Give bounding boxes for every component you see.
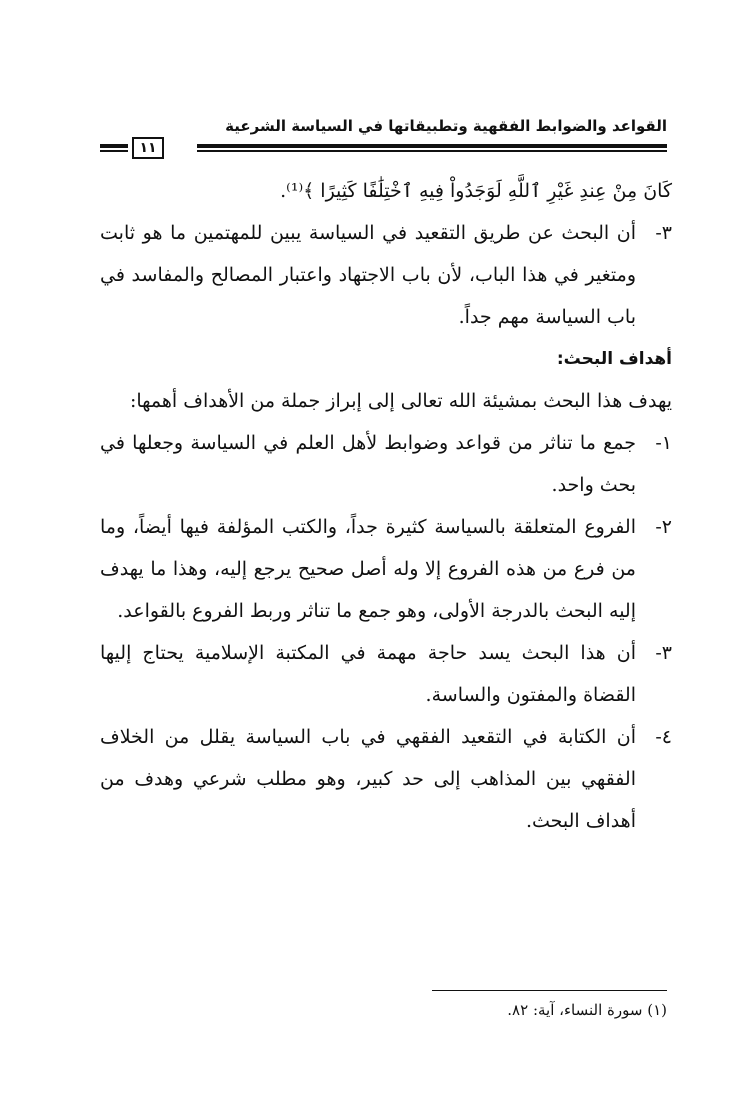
item-text: أن هذا البحث يسد حاجة مهمة في المكتبة الإسلامية يحتاج إليها القضاة والمفتون والساسة. [100, 642, 636, 706]
header-rule [197, 144, 667, 153]
list-item-point-3 [100, 212, 672, 338]
list-item [100, 422, 672, 506]
list-item [100, 716, 672, 842]
item-text: جمع ما تناثر من قواعد وضوابط لأهل العلم في السياسة وجعلها في بحث واحد. [100, 432, 636, 496]
body-text [100, 170, 672, 842]
section-heading: أهداف البحث: [556, 349, 672, 369]
goals-intro: يهدف هذا البحث بمشيئة الله تعالى إلى إبراز جملة من الأهداف أهمها: [129, 390, 672, 412]
header-rule-left [100, 144, 128, 153]
header-title: القواعد والضوابط الفقهية وتطبيقاتها في السياسة الشرعية [225, 117, 667, 135]
running-header [100, 117, 667, 165]
footnote: (١) سورة النساء، آية: ٨٢. [507, 1001, 667, 1019]
item-number: ٢- [655, 516, 672, 538]
item-number: ٣- [655, 642, 672, 664]
page-number: ١١ [132, 137, 164, 159]
list-item [100, 632, 672, 716]
item-number: ١- [655, 432, 672, 454]
item-number: ٣- [655, 222, 672, 244]
footnote-separator [432, 990, 667, 991]
item-text: أن الكتابة في التقعيد الفقهي في باب السياسة يقلل من الخلاف الفقهي بين المذاهب إلى حد كبير، وهو مطلب شرعي وهدف من أهداف البحث. [100, 726, 636, 832]
item-text: الفروع المتعلقة بالسياسة كثيرة جداً، والكتب المؤلفة فيها أيضاً، وما من فرع من هذه الفروع إلا وله أصل صحيح يرجع إليه، وهذا ما يهدف إليه البحث بالدرجة الأولى، وهو جمع ما تناثر وربط الفروع بالقواعد. [100, 516, 636, 622]
list-item [100, 506, 672, 632]
item-text: أن البحث عن طريق التقعيد في السياسة يبين للمهتمين ما هو ثابت ومتغير في هذا الباب، لأن باب الاجتهاد واعتبار المصالح والمفاسد في باب السياسة مهم جداً. [100, 222, 636, 328]
item-number: ٤- [655, 726, 672, 748]
quran-verse-continuation: كَانَ مِنْ عِندِ غَيْرِ ٱللَّهِ لَوَجَدُواْ فِيهِ ٱخْتِلَٰفًا كَثِيرًا ﴾⁽¹⁾. [280, 180, 672, 202]
